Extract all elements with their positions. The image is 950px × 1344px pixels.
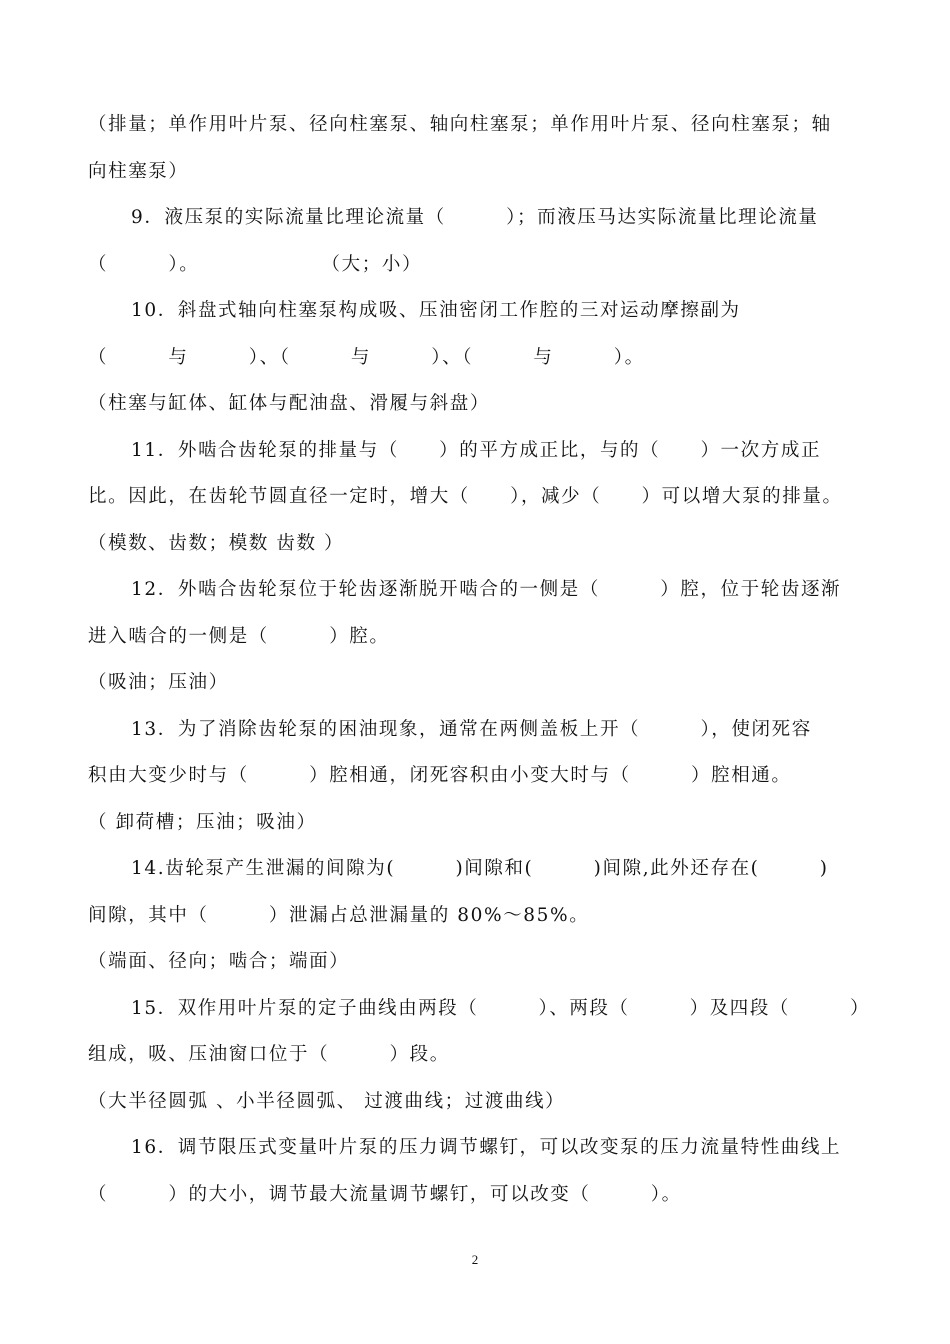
text-line: （端面、径向；啮合；端面） [88, 951, 350, 972]
text-line: （ 卸荷槽；压油；吸油） [88, 812, 317, 833]
text-line: 间隙，其中（ ）泄漏占总泄漏量的 80%～85%。 [88, 905, 590, 926]
text-line: 14.齿轮泵产生泄漏的间隙为( )间隙和( )间隙,此外还存在( ) [131, 858, 829, 879]
page-number: 2 [471, 1252, 479, 1267]
text-line: 组成，吸、压油窗口位于（ ）段。 [88, 1044, 450, 1065]
text-line: 比。因此，在齿轮节圆直径一定时，增大（ ），减少（ ）可以增大泵的排量。 [88, 486, 843, 507]
text-line: （大半径圆弧 、小半径圆弧、 过渡曲线；过渡曲线） [88, 1091, 566, 1112]
text-line: 向柱塞泵） [88, 161, 189, 182]
text-line: （ ）的大小，调节最大流量调节螺钉，可以改变（ ）。 [88, 1184, 682, 1205]
text-line: 12．外啮合齿轮泵位于轮齿逐渐脱开啮合的一侧是（ ）腔，位于轮齿逐渐 [131, 579, 842, 600]
text-line: 15．双作用叶片泵的定子曲线由两段（ ）、两段（ ）及四段（ ） [131, 998, 871, 1019]
text-line: （ 与 ）、（ 与 ）、（ 与 ）。 [88, 347, 645, 368]
text-line: （吸油；压油） [88, 672, 229, 693]
text-line: 9．液压泵的实际流量比理论流量（ ）；而液压马达实际流量比理论流量 [131, 207, 819, 228]
text-line: 16．调节限压式变量叶片泵的压力调节螺钉，可以改变泵的压力流量特性曲线上 [131, 1137, 842, 1158]
text-line: （柱塞与缸体、缸体与配油盘、滑履与斜盘） [88, 393, 491, 414]
text-line: （模数、齿数；模数 齿数 ） [88, 533, 345, 554]
text-line: （ ）。 （大；小） [88, 254, 423, 275]
text-line: 11．外啮合齿轮泵的排量与（ ）的平方成正比，与的（ ）一次方成正 [131, 440, 822, 461]
text-line: （排量；单作用叶片泵、径向柱塞泵、轴向柱塞泵；单作用叶片泵、径向柱塞泵；轴 [88, 114, 832, 135]
text-line: 13．为了消除齿轮泵的困油现象，通常在两侧盖板上开（ ），使闭死容 [131, 719, 812, 740]
text-line: 进入啮合的一侧是（ ）腔。 [88, 626, 390, 647]
text-line: 积由大变少时与（ ）腔相通，闭死容积由小变大时与（ ）腔相通。 [88, 765, 792, 786]
text-line: 10．斜盘式轴向柱塞泵构成吸、压油密闭工作腔的三对运动摩擦副为 [131, 300, 741, 321]
